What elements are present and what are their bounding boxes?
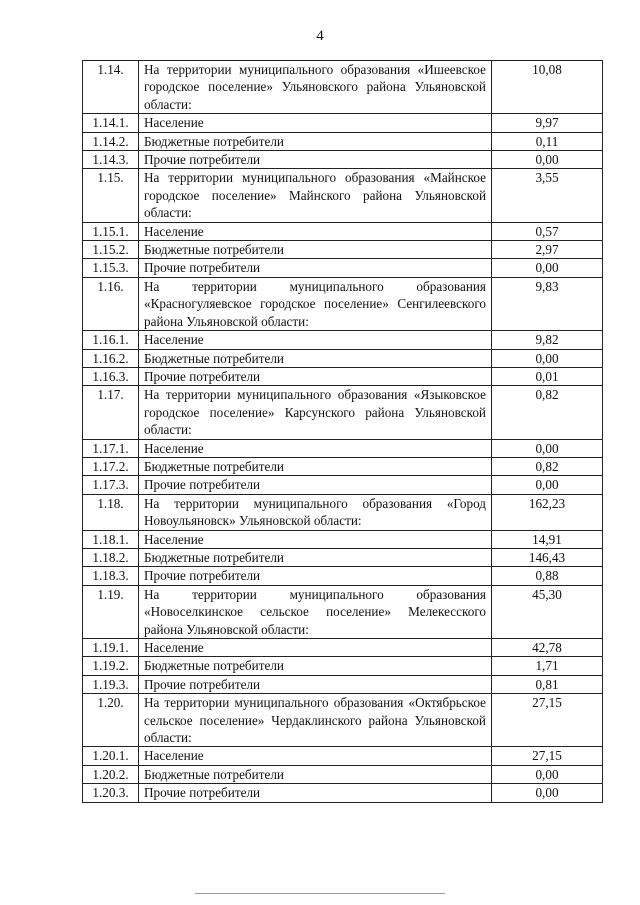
- row-value-cell: 0,00: [492, 349, 603, 367]
- row-number-cell: 1.19.1.: [83, 639, 139, 657]
- table-row: [83, 784, 603, 802]
- row-value-cell: 0,81: [492, 675, 603, 693]
- row-value-cell: 9,97: [492, 114, 603, 132]
- row-name-cell: На территории муниципального образования «Красногуляевское городское поселение» Сенгилеевского района Ульяновской области:: [139, 277, 492, 330]
- row-name-cell: На территории муниципального образования «Город Новоульяновск» Ульяновской области:: [139, 494, 492, 530]
- table-row: [83, 331, 603, 349]
- row-number-cell: 1.18.3.: [83, 567, 139, 585]
- row-name-cell: Население: [139, 530, 492, 548]
- row-number-cell: 1.15.2.: [83, 241, 139, 259]
- table-row: [83, 747, 603, 765]
- row-name-cell: Бюджетные потребители: [139, 349, 492, 367]
- row-number-cell: 1.17.1.: [83, 439, 139, 457]
- footer-line: [195, 893, 445, 894]
- row-value-cell: 10,08: [492, 61, 603, 114]
- row-name-cell: Бюджетные потребители: [139, 132, 492, 150]
- row-value-cell: 27,15: [492, 747, 603, 765]
- row-value-cell: 2,97: [492, 241, 603, 259]
- row-name-cell: На территории муниципального образования «Языковское городское поселение» Карсунского района Ульяновской области:: [139, 386, 492, 439]
- table-row: [83, 457, 603, 475]
- table-row: [83, 277, 603, 330]
- row-value-cell: 0,82: [492, 457, 603, 475]
- row-number-cell: 1.19.3.: [83, 675, 139, 693]
- row-number-cell: 1.16.3.: [83, 367, 139, 385]
- table-row: [83, 585, 603, 638]
- row-name-cell: Бюджетные потребители: [139, 241, 492, 259]
- row-name-cell: Прочие потребители: [139, 476, 492, 494]
- row-value-cell: 14,91: [492, 530, 603, 548]
- table-row: [83, 132, 603, 150]
- row-number-cell: 1.17.2.: [83, 457, 139, 475]
- tariff-table: [82, 60, 603, 803]
- row-value-cell: 1,71: [492, 657, 603, 675]
- row-value-cell: 162,23: [492, 494, 603, 530]
- row-number-cell: 1.19.: [83, 585, 139, 638]
- row-name-cell: Прочие потребители: [139, 259, 492, 277]
- row-name-cell: Население: [139, 639, 492, 657]
- row-number-cell: 1.14.3.: [83, 151, 139, 169]
- row-name-cell: Население: [139, 222, 492, 240]
- row-value-cell: 27,15: [492, 694, 603, 747]
- row-number-cell: 1.15.: [83, 169, 139, 222]
- row-value-cell: 0,00: [492, 439, 603, 457]
- table-row: [83, 349, 603, 367]
- row-value-cell: 0,00: [492, 784, 603, 802]
- table-row: [83, 367, 603, 385]
- row-name-cell: Население: [139, 114, 492, 132]
- row-number-cell: 1.15.1.: [83, 222, 139, 240]
- table-row: [83, 476, 603, 494]
- row-name-cell: Бюджетные потребители: [139, 765, 492, 783]
- table-row: [83, 151, 603, 169]
- row-value-cell: 0,01: [492, 367, 603, 385]
- table-row: [83, 567, 603, 585]
- row-name-cell: Население: [139, 439, 492, 457]
- row-value-cell: 0,00: [492, 765, 603, 783]
- table-row: [83, 694, 603, 747]
- row-name-cell: Бюджетные потребители: [139, 457, 492, 475]
- table-row: [83, 222, 603, 240]
- page-number: 4: [316, 28, 324, 44]
- row-number-cell: 1.18.: [83, 494, 139, 530]
- row-number-cell: 1.17.: [83, 386, 139, 439]
- table-body: [83, 61, 603, 803]
- row-value-cell: 0,00: [492, 259, 603, 277]
- table-row: [83, 241, 603, 259]
- table-row: [83, 439, 603, 457]
- row-name-cell: Население: [139, 331, 492, 349]
- row-value-cell: 9,82: [492, 331, 603, 349]
- table-row: [83, 639, 603, 657]
- row-name-cell: На территории муниципального образования «Майнское городское поселение» Майнского района Ульяновской области:: [139, 169, 492, 222]
- row-name-cell: Прочие потребители: [139, 151, 492, 169]
- row-name-cell: Население: [139, 747, 492, 765]
- row-name-cell: Бюджетные потребители: [139, 657, 492, 675]
- row-number-cell: 1.15.3.: [83, 259, 139, 277]
- row-number-cell: 1.16.2.: [83, 349, 139, 367]
- row-value-cell: 3,55: [492, 169, 603, 222]
- row-value-cell: 0,88: [492, 567, 603, 585]
- row-number-cell: 1.14.2.: [83, 132, 139, 150]
- row-value-cell: 0,82: [492, 386, 603, 439]
- row-number-cell: 1.16.1.: [83, 331, 139, 349]
- row-number-cell: 1.20.3.: [83, 784, 139, 802]
- row-value-cell: 0,00: [492, 151, 603, 169]
- table-row: [83, 530, 603, 548]
- table-row: [83, 675, 603, 693]
- table-row: [83, 386, 603, 439]
- table-row: [83, 765, 603, 783]
- row-name-cell: Бюджетные потребители: [139, 548, 492, 566]
- row-number-cell: 1.18.2.: [83, 548, 139, 566]
- row-value-cell: 0,57: [492, 222, 603, 240]
- row-value-cell: 146,43: [492, 548, 603, 566]
- row-name-cell: На территории муниципального образования «Ишеевское городское поселение» Ульяновского района Ульяновской области:: [139, 61, 492, 114]
- table-row: [83, 61, 603, 114]
- row-number-cell: 1.16.: [83, 277, 139, 330]
- row-name-cell: Прочие потребители: [139, 367, 492, 385]
- row-name-cell: На территории муниципального образования «Новоселкинское сельское поселение» Мелекесского района Ульяновской области:: [139, 585, 492, 638]
- row-number-cell: 1.17.3.: [83, 476, 139, 494]
- row-value-cell: 9,83: [492, 277, 603, 330]
- row-number-cell: 1.20.: [83, 694, 139, 747]
- row-name-cell: Прочие потребители: [139, 675, 492, 693]
- row-number-cell: 1.19.2.: [83, 657, 139, 675]
- row-number-cell: 1.18.1.: [83, 530, 139, 548]
- row-name-cell: Прочие потребители: [139, 567, 492, 585]
- table-row: [83, 114, 603, 132]
- table-row: [83, 548, 603, 566]
- row-value-cell: 42,78: [492, 639, 603, 657]
- row-value-cell: 45,30: [492, 585, 603, 638]
- row-number-cell: 1.20.2.: [83, 765, 139, 783]
- row-number-cell: 1.14.1.: [83, 114, 139, 132]
- row-number-cell: 1.20.1.: [83, 747, 139, 765]
- row-number-cell: 1.14.: [83, 61, 139, 114]
- table-row: [83, 657, 603, 675]
- table-row: [83, 169, 603, 222]
- row-value-cell: 0,00: [492, 476, 603, 494]
- table-row: [83, 494, 603, 530]
- row-name-cell: Прочие потребители: [139, 784, 492, 802]
- table-row: [83, 259, 603, 277]
- row-value-cell: 0,11: [492, 132, 603, 150]
- row-name-cell: На территории муниципального образования «Октябрьское сельское поселение» Чердаклинского района Ульяновской области:: [139, 694, 492, 747]
